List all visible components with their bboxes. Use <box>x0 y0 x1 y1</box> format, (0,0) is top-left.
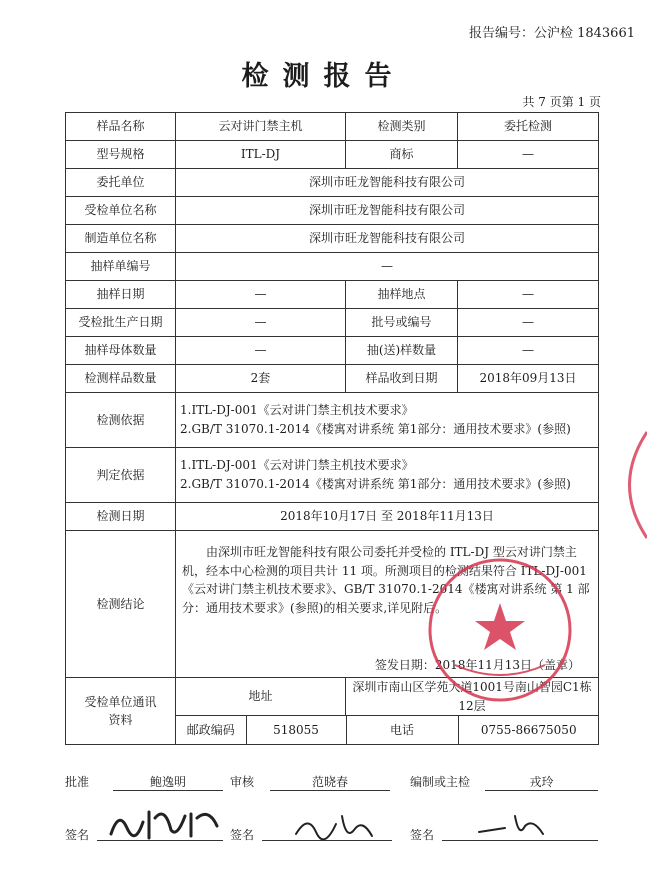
table-row <box>66 365 599 393</box>
sign-label-3: 签名 <box>410 828 435 842</box>
postcode-label: 邮政编码 <box>176 716 246 744</box>
batch-no-label: 批号或编号 <box>346 309 458 337</box>
received-date-label: 样品收到日期 <box>346 365 458 393</box>
phone-label: 电话 <box>346 716 458 744</box>
judge-basis-label: 判定依据 <box>66 448 176 503</box>
test-date-label: 检测日期 <box>66 503 176 531</box>
client-label: 委托单位 <box>66 169 176 197</box>
inspected-unit-label: 受检单位名称 <box>66 197 176 225</box>
received-date-value: 2018年09月13日 <box>458 365 599 393</box>
trademark-value: — <box>458 141 599 169</box>
sampling-date-label: 抽样日期 <box>66 281 176 309</box>
table-row <box>66 113 599 141</box>
trademark-label: 商标 <box>346 141 458 169</box>
reviewer-signature <box>290 810 380 844</box>
conclusion-text: 由深圳市旺龙智能科技有限公司委托并受检的 ITL-DJ 型云对讲门禁主机，经本中心检测的项目共计 11 项。所测项目的检测结果符合 ITL-DJ-001《云对讲门禁主机技术要求》、GB/T 31070.1-2014《楼寓对讲系统 第 1 部分：通用技术要求》(参照)的相关要求,详见附后。 <box>182 545 590 615</box>
signature-row <box>65 820 598 850</box>
address-value: 深圳市南山区学苑大道1001号南山智园C1栋12层 <box>346 678 599 716</box>
parent-qty-label: 抽样母体数量 <box>66 337 176 365</box>
approve-label: 批准 <box>65 775 90 789</box>
approver-signature <box>105 804 225 844</box>
test-sample-qty-label: 检测样品数量 <box>66 365 176 393</box>
sample-qty-label: 抽(送)样数量 <box>346 337 458 365</box>
manufacturer-value: 深圳市旺龙智能科技有限公司 <box>176 225 599 253</box>
conclusion-label: 检测结论 <box>66 531 176 678</box>
approve-name: 鲍逸明 <box>113 773 223 791</box>
production-date-value: — <box>176 309 346 337</box>
judge-basis-value <box>176 448 599 503</box>
sign-date: 签发日期：2018年11月13日（盖章） <box>374 658 580 673</box>
review-label: 审核 <box>230 775 255 789</box>
sampling-no-label: 抽样单编号 <box>66 253 176 281</box>
table-row <box>66 225 599 253</box>
table-row <box>66 337 599 365</box>
sample-qty-value: — <box>458 337 599 365</box>
model-label: 型号规格 <box>66 141 176 169</box>
sign-label-2: 签名 <box>230 828 255 842</box>
test-type-label: 检测类别 <box>346 113 458 141</box>
sampling-no-value: — <box>176 253 599 281</box>
test-type-value: 委托检测 <box>458 113 599 141</box>
batch-no-value: — <box>458 309 599 337</box>
review-name: 范晓春 <box>270 773 390 791</box>
test-basis-line-1: 1.ITL-DJ-001《云对讲门禁主机技术要求》 <box>180 403 414 418</box>
edge-seal <box>622 430 647 540</box>
sampling-place-label: 抽样地点 <box>346 281 458 309</box>
table-row <box>66 281 599 309</box>
test-date-value: 2018年10月17日 至 2018年11月13日 <box>176 503 599 531</box>
author-signature <box>475 810 555 844</box>
postcode-value: 518055 <box>246 716 346 744</box>
test-basis-label: 检测依据 <box>66 393 176 448</box>
approval-row <box>65 771 598 793</box>
sampling-place-value: — <box>458 281 599 309</box>
test-basis-value <box>176 393 599 448</box>
judge-basis-line-1: 1.ITL-DJ-001《云对讲门禁主机技术要求》 <box>180 458 414 473</box>
author-label: 编制或主检 <box>410 775 471 789</box>
page-title: 检测报告 <box>241 61 406 92</box>
client-value: 深圳市旺龙智能科技有限公司 <box>176 169 599 197</box>
report-number: 报告编号：公沪检 1843661 <box>468 26 635 41</box>
contact-label: 受检单位通讯资料 <box>66 678 176 745</box>
postcode-phone-cell <box>176 716 599 745</box>
model-value: ITL-DJ <box>176 141 346 169</box>
test-sample-qty-value: 2套 <box>176 365 346 393</box>
page-number: 共 7 页第 1 页 <box>522 95 601 109</box>
official-seal <box>425 555 575 705</box>
production-date-label: 受检批生产日期 <box>66 309 176 337</box>
table-row <box>66 141 599 169</box>
sign-label-1: 签名 <box>65 828 90 842</box>
parent-qty-value: — <box>176 337 346 365</box>
table-row <box>66 169 599 197</box>
postcode-phone-table <box>176 716 599 744</box>
test-basis-line-2: 2.GB/T 31070.1-2014《楼寓对讲系统 第1部分：通用技术要求》(参照) <box>180 422 571 436</box>
sample-name-value: 云对讲门禁主机 <box>176 113 346 141</box>
table-row <box>66 448 599 503</box>
table-row <box>66 197 599 225</box>
table-row <box>66 393 599 448</box>
sampling-date-value: — <box>176 281 346 309</box>
table-row <box>176 716 599 744</box>
manufacturer-label: 制造单位名称 <box>66 225 176 253</box>
table-row <box>66 309 599 337</box>
table-row <box>66 253 599 281</box>
address-label: 地址 <box>176 678 346 716</box>
author-name: 戎玲 <box>485 773 598 791</box>
phone-value: 0755-86675050 <box>458 716 599 744</box>
inspected-unit-value: 深圳市旺龙智能科技有限公司 <box>176 197 599 225</box>
judge-basis-line-2: 2.GB/T 31070.1-2014《楼寓对讲系统 第1部分：通用技术要求》(参照) <box>180 477 571 491</box>
sample-name-label: 样品名称 <box>66 113 176 141</box>
table-row <box>66 503 599 531</box>
